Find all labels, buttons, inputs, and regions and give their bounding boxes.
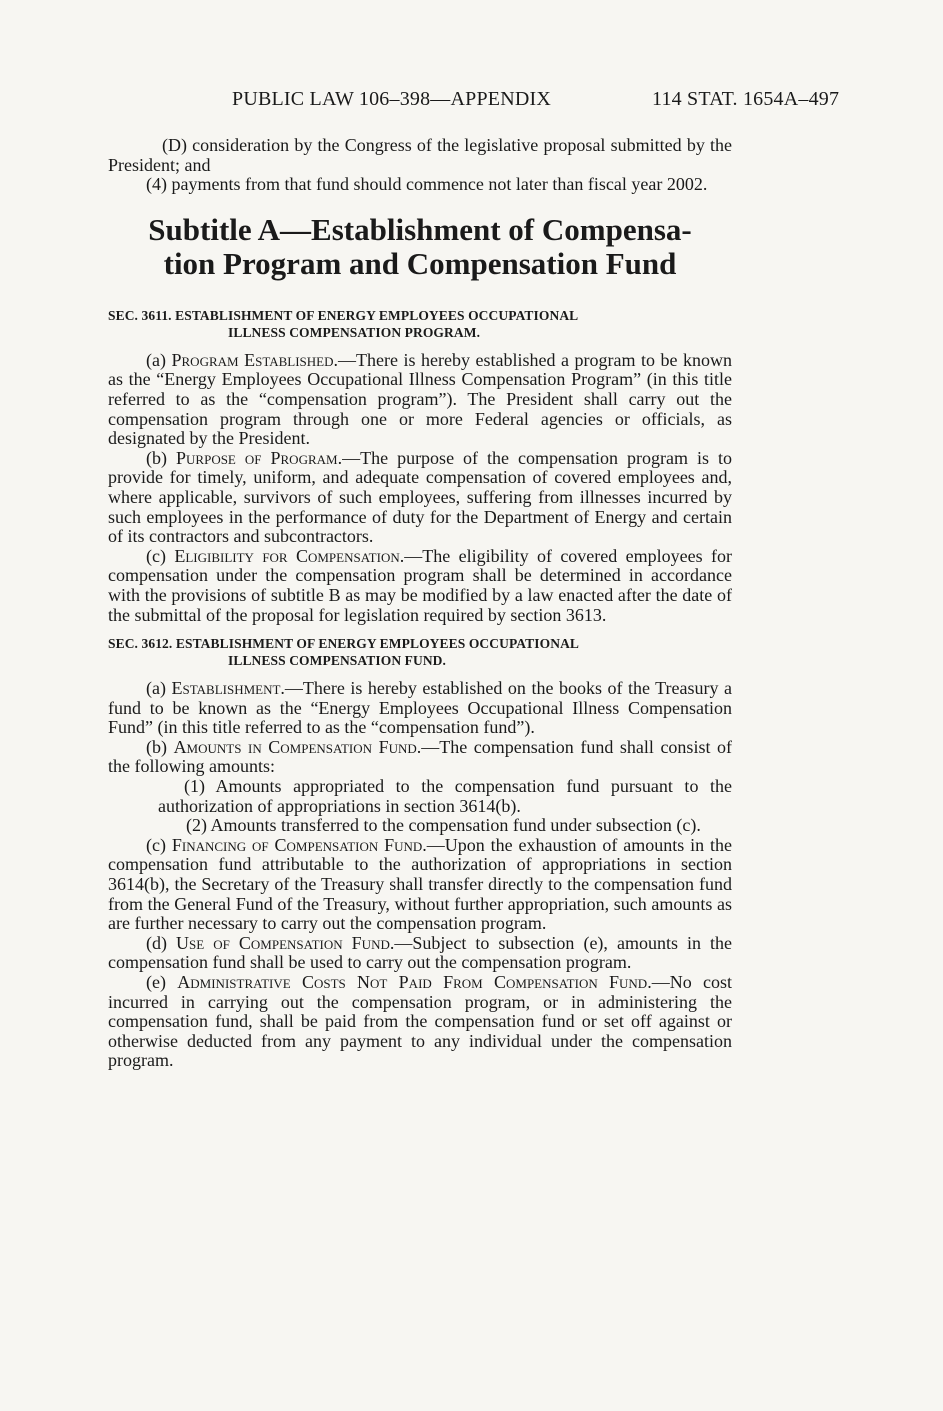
subtitle-line-2: tion Program and Compensation Fund — [163, 245, 677, 281]
subsection-text: —There is hereby established a program to be known as the “Energy Employees Occupational Illness Compensation Program” (in this title referred to as the “compensation program”). The President shall carry out the compensation program through one or more Federal agencies or officials, as designated by the President. — [108, 349, 732, 449]
subsection-title: Amounts in Compensation Fund. — [173, 736, 422, 757]
subsection-title: Program Established. — [171, 349, 338, 370]
subsection-label: (b) — [146, 736, 167, 757]
subsection-text: —Upon the exhaustion of amounts in the compensation fund attributable to the authorization of appropriations in section 3614(b), the Secretary of the Treasury shall transfer directly to the compensation fund from the General Fund of the Treasury, without further appropriation, such amounts as are further necessary to carry out the compensation program. — [108, 834, 732, 934]
header-stat-citation: 114 STAT. 1654A–497 — [652, 88, 840, 110]
subsection-text: —The eligibility of covered employees for compensation under the compensation program shall be determined in accordance with the provisions of subtitle B as may be modified by a law enacted after the date of the submittal of the proposal for legislation required by section 3613. — [108, 545, 732, 625]
subsection-text: —The purpose of the compensation program is to provide for timely, uniform, and adequate compensation of covered employees and, where applicable, survivors of such employees, suffering from illnesses incurred by such employees in the performance of duty for the Department of Energy and certain of its contractors and subcontractors. — [108, 447, 733, 547]
subsection-text: —No cost incurred in carrying out the compensation program, or in administering the compensation fund, shall be paid from the compensation fund or set off against or otherwise deducted from any payment to any individual under the compensation program. — [108, 972, 732, 1071]
running-header — [232, 88, 872, 111]
section-3612-heading-line-1: SEC. 3612. ESTABLISHMENT OF ENERGY EMPLOYEES OCCUPATIONAL — [108, 636, 580, 652]
section-3612-subsection-e — [108, 973, 732, 1071]
subsection-title: Establishment. — [171, 678, 285, 699]
section-3612-subsection-d — [108, 934, 732, 973]
section-3611-subsection-b — [108, 449, 732, 547]
clause-d: (D) consideration by the Congress of the legislative proposal submitted by the President; and — [108, 135, 732, 175]
subsection-title: Administrative Costs Not Paid From Compensation Fund. — [177, 972, 652, 992]
subtitle-heading — [108, 213, 732, 281]
subsection-title: Purpose of Program. — [176, 447, 343, 468]
paragraph-b-2: (2) Amounts transferred to the compensation fund under subsection (c). — [186, 815, 701, 836]
paragraph-4: (4) payments from that fund should commence not later than fiscal year 2002. — [146, 174, 708, 195]
subsection-label: (a) — [146, 678, 166, 699]
subsection-text: —There is hereby established on the books of the Treasury a fund to be known as the “Energy Employees Occupational Illness Compensation Fund” (in this title referred to as the “compensation fund”). — [108, 678, 733, 738]
paragraph-b-1: (1) Amounts appropriated to the compensation fund pursuant to the authorization of appropriations in section 3614(b). — [158, 776, 732, 816]
section-3612-heading — [108, 635, 732, 669]
subtitle-line-1: Subtitle A—Establishment of Compensa- — [148, 211, 692, 247]
section-3612-subsection-c — [108, 836, 732, 934]
section-3611-heading-line-2: ILLNESS COMPENSATION PROGRAM. — [228, 324, 481, 340]
section-3611-heading — [108, 307, 732, 341]
section-3612-heading-line-2: ILLNESS COMPENSATION FUND. — [228, 653, 447, 669]
subsection-label: (b) — [146, 447, 167, 468]
subsection-text: —Subject to subsection (e), amounts in the compensation fund shall be used to carry out the compensation program. — [108, 932, 733, 973]
section-3612-subsection-b — [108, 738, 732, 777]
subsection-title: Eligibility for Compensation. — [174, 545, 405, 566]
section-3611-subsection-a — [108, 351, 732, 449]
subsection-title: Use of Compensation Fund. — [176, 932, 395, 953]
subsection-title: Financing of Compensation Fund. — [171, 834, 427, 855]
header-title: PUBLIC LAW 106–398—APPENDIX — [232, 88, 551, 110]
section-3612-subsection-a — [108, 679, 732, 738]
subsection-label: (c) — [146, 834, 166, 855]
subsection-label: (d) — [146, 932, 167, 953]
subsection-text: —The compensation fund shall consist of the following amounts: — [108, 736, 732, 777]
section-3611-subsection-c — [108, 547, 732, 625]
subsection-label: (e) — [146, 972, 166, 992]
subsection-label: (a) — [146, 349, 166, 370]
subsection-label: (c) — [146, 545, 166, 566]
page-body — [108, 136, 732, 1071]
section-3611-heading-line-1: SEC. 3611. ESTABLISHMENT OF ENERGY EMPLOYEES OCCUPATIONAL — [108, 307, 579, 323]
